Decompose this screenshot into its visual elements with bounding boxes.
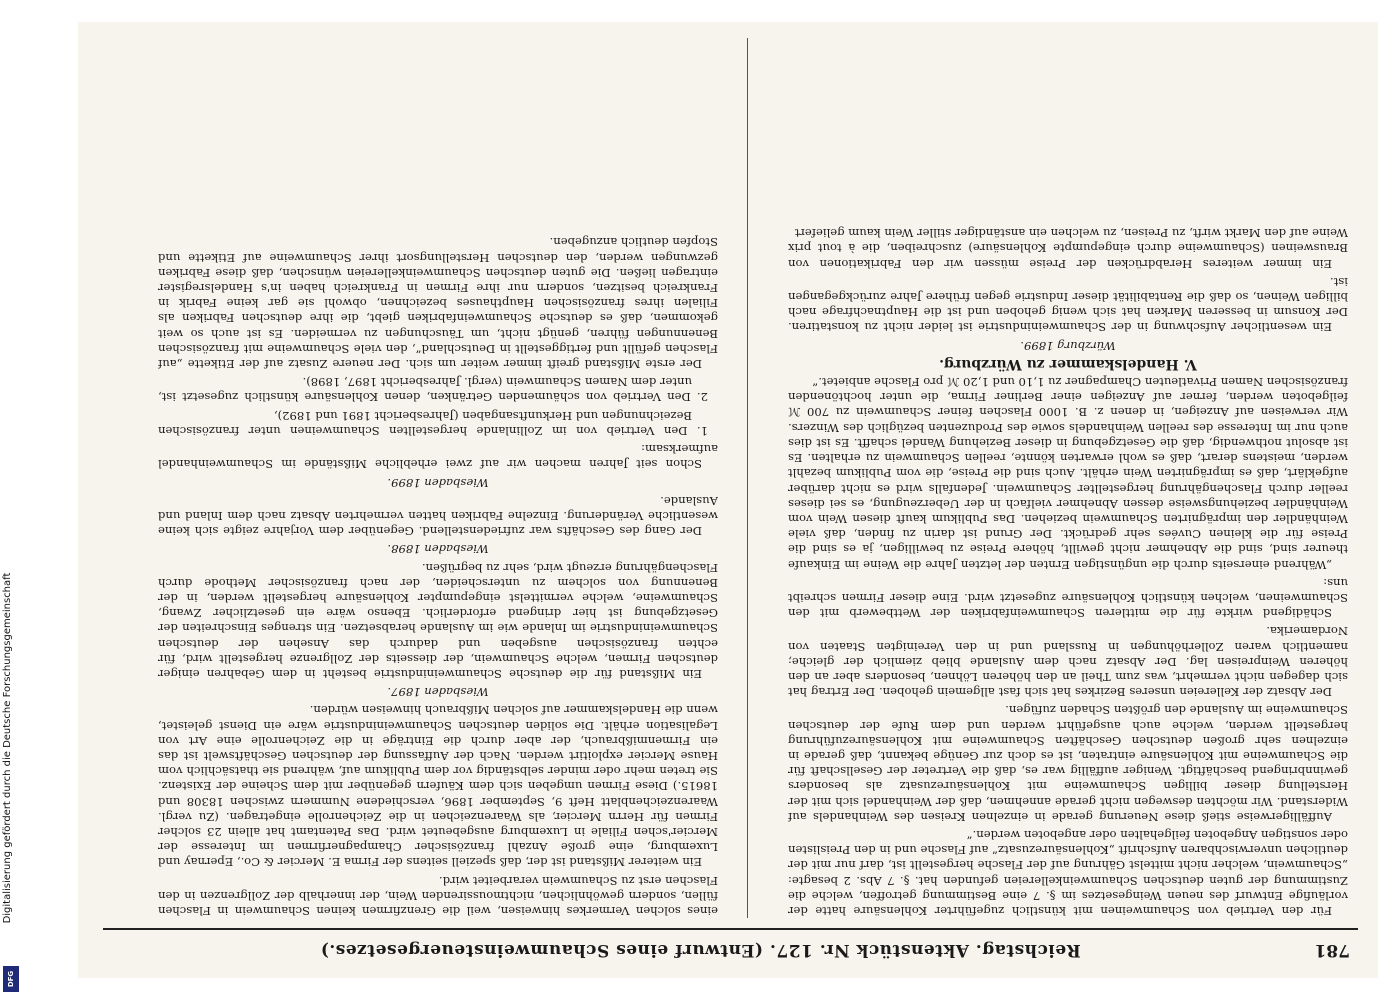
- right-column: [158, 38, 718, 918]
- paragraph: „Während einerseits durch die ungünstigen Ernten der letzten Jahre die Weine im Einkaufe theurer sind, sind die Abnehmer nicht gewillt, höhere Preise zu bewilligen, ja es sind die Preise für die kleinen Cuvées sehr gedrückt. Der Grund ist darin zu finden, daß viele Weinhändler den imprägnirten Schaumwein beziehen. Das Publikum kauft diesen Wein vom Weinhändler beziehungsweise dessen Abnehmer vielfach in der Ueberzeugung, es sei dieses reeller durch Flaschengährung hergestellter Schaumwein. Jedenfalls wird es nicht darüber aufgeklärt, daß es imprägnirten Wein erhält. Auch sind die Preise, die vom Publikum bezahlt werden, meistens derart, daß es wohl erwarten könnte, reellen Schaumwein zu erhalten. Es ist absolut nothwendig, daß die Gesetzgebung in dieser Beziehung Wandel schafft. Es ist dies auch nur im Interesse des reellen Weinhandels sowie des Produzenten bezüglich des Winzers. Wir verweisen auf Anzeigen, in denen z. B. 1000 Flaschen feiner Schaumwein zu 700 ℳ feilgeboten werden, ferner auf Anzeigen einer Berliner Firma, die unter hochtönenden französischen Namen Privatleuten Champagner zu 1,10 und 1,20 ℳ pro Flasche anbietet.“: [788, 375, 1348, 572]
- place-date: Würzburg 1899.: [1020, 338, 1116, 353]
- section-heading: V. Handelskammer zu Würzburg.: [939, 355, 1197, 372]
- paragraph: Der Gang des Geschäfts war zufriedenstellend. Gegenüber dem Vorjahre zeigte sich keine wesentliche Veränderung. Einzelne Fabriken hatten vermehrten Absatz nach dem Inland und Auslande.: [158, 493, 718, 539]
- page-number: 781: [1314, 940, 1350, 960]
- paragraph: Ein weiterer Mißstand ist der, daß speziell seitens der Firma E. Mercier & Co., Epernay und Luxemburg, eine große Anzahl französischer Champagnerfirmen im Interesse der Mercier'schen Filiale in Luxemburg ausgebeutet wird. Das Patentamt hat allein 23 solcher Firmen für Herrn Mercier, als Waarenzeichen in die Zeichenrolle eingetragen. (Zu vergl. Waarenzeichenblatt Heft 9, September 1896, verschiedene Nummern zwischen 18308 und 18615.) Diese Firmen umgeben sich dem Käufern gegenüber mit dem Scheine der Existenz. Sie treten mehr oder minder selbständig vor dem Publikum auf, während sie thatsächlich vom Hause Mercier exploitirt werden. Nach der Auffassung der deutschen Geschäftswelt ist das ein Firmenmißbrauch, der aber durch die Einträge in die Zeichenrolle eine Art von Legalisation erhält. Die soliden deutschen Schaumweinindustrie wäre ein Dienst geleistet, wenn die Handelskammer auf solchen Mißbrauch hinweisen würden.: [158, 703, 718, 870]
- page-title: [111, 940, 1290, 960]
- paragraph: Ein wesentlicher Aufschwung in der Schaumweinindustrie ist leider nicht zu konstatiren. Der Konsum in besseren Marken hat sich wenig gehoben und ist die Hauptnachfrage nach billigen Weinen, so daß die Rentabilität dieser Industrie gegen frühere Jahre zurückgegangen ist.: [788, 274, 1348, 335]
- column-divider: [747, 38, 748, 918]
- side-strip: [0, 0, 22, 1000]
- paragraph: Der Absatz der Kellereien unseres Bezirkes hat sich fast allgemein gehoben. Der Ertrag hat sich dagegen nicht vermehrt, was zum Theil an den höheren Löhnen, besonders aber an den höheren Weinpreisen lag. Der Absatz nach dem Auslande blieb ziemlich der gleiche; namentlich waren Zollerhöhungen in Russland und in den Vereinigten Staaten von Nordamerika.: [788, 624, 1348, 700]
- scanned-page: [78, 22, 1378, 978]
- paragraph: Schon seit Jahren machen wir auf zwei erhebliche Mißstände im Schaumweinhandel aufmerksam:: [158, 442, 718, 472]
- digitization-note: Digitalisierung gefördert durch die Deutsche Forschungsgemeinschaft: [2, 572, 13, 924]
- paragraph: Ein immer weiteres Herabdrücken der Preise müssen wir den Fabrikationen von Brausweinen (Schaumweine durch eingepumpte Kohlensäure) zuschreiben, die à tout prix Weine auf den Markt wirft, zu Preisen, zu welchen ein anständiger stiller Wein kaum geliefert: [788, 226, 1348, 271]
- left-column: [788, 38, 1348, 918]
- list-item: 1. Den Vertrieb von im Zollinlande hergestellten Schaumweinen unter französischen Bezeichnungen und Herkunftsangaben (Jahresbericht 1891 und 1892),: [158, 408, 708, 438]
- paragraph: Schädigend wirkte für die mittleren Schaumweinfabriken der Wettbewerb mit den Schaumweinen, welchen künstlich Kohlensäure zugesetzt wird. Eine dieser Firmen schreibt uns:: [788, 575, 1348, 621]
- paragraph: Für den Vertrieb von Schaumweinen mit künstlich zugeführter Kohlensäure hatte der vorläufige Entwurf des neuen Weingesetzes im §. 7 eine Bestimmung getroffen, welche die Zustimmung der guten deutschen Schaumweinkellereien gefunden hat. §. 7 Abs. 2 besagte: „Schaumwein, welcher nicht mittelst Gährung auf der Flasche hergestellt ist, darf nur mit der deutlichen unverwischbaren Aufschrift „Kohlensäurezusatz“ auf Flasche und in den Preislisten oder sonstigen Angeboten feilgehalten oder angeboten werden.“: [788, 827, 1348, 918]
- place-date: Wiesbaden 1898.: [387, 542, 489, 557]
- place-date: Wiesbaden 1899.: [387, 475, 489, 490]
- dfg-logo: [3, 966, 19, 992]
- paragraph: Ein Mißstand für die deutsche Schaumweinindustrie besteht in dem Gebahren einiger deutschen Firmen, welche Schaumwein, der diesseits der Zollgrenze hergestellt wird, für echten französischen ausgeben und dadurch das Ansehen der deutschen Schaumweinindustrie im Inlande wie im Auslande herabsetzen. Ein strenges Einschreiten der Gesetzgebung ist hier dringend erforderlich. Ebenso wäre ein gesetzlicher Zwang, Schaumweine, welche vermittelst eingepumpter Kohlensäure hergestellt werden, in der Benennung von solchem zu unterscheiden, der nach französischer Methode durch Flaschengährung erzeugt wird, sehr zu begrüßen.: [158, 560, 718, 681]
- rotated-content: [78, 22, 1378, 978]
- header-title: Reichstag. Aktenstück Nr. 127.: [769, 940, 1081, 960]
- place-date: Wiesbaden 1897.: [387, 685, 489, 700]
- list-item: 2. Den Vertrieb von schäumenden Getränken, denen Kohlensäure künstlich zugesetzt ist, unter dem Namen Schaumwein (vergl. Jahresbericht 1897, 1898).: [158, 375, 708, 405]
- paragraph: eines solchen Vermerkes hinweisen, weil die Grenzfirmen keinen Schaumwein in Flaschen füllen, sondern gewöhnlichen, nichtmoussirenden Wein, der innerhalb der Zollgrenzen in den Flaschen erst zu Schaumwein verarbeitet wird.: [158, 873, 718, 918]
- header-subtitle: (Entwurf eines Schaumweinsteuergesetzes.): [320, 940, 764, 960]
- page-header: [103, 928, 1358, 970]
- paragraph: Der erste Mißstand greift immer weiter um sich. Der neuere Zusatz auf der Etikette „auf Flaschen gefüllt und fertiggestellt in Deutschland“, den viele Schaumweine mit französischen Benennungen führen, genügt nicht, um Täuschungen zu vermeiden. Es ist auch so weit gekommen, daß es deutsche Schaumweinfabriken giebt, die ihre deutschen Fabriken als Filialen ihres französischen Haupthauses bezeichnen, obwohl sie gar keine Fabrik in Frankreich besitzen, sondern nur ihre Firmen in Frankreich haben in's Handelsregister eintragen ließen. Die guten deutschen Schaumweinkellereien wünschen, daß diese Fabriken gezwungen werden, den deutschen Herstellungsort ihrer Schaumweine auf Etikette und Stopfen deutlich anzugeben.: [158, 235, 718, 372]
- paragraph: Auffälligerweise stieß diese Neuerung gerade in einzelnen Kreisen des Weinhandels auf Widerstand. Wir möchten deswegen nicht gerade annehmen, daß der Weinhandel sich mit der Herstellung dieser billigen Schaumweine mit Kohlensäurezusatz als besonders gewinnbringend beschäftigt. Weniger auffällig war es, daß die Vertreter der Gesellschaft für die Schaumweine mit Kohlensäure eintraten, ist es doch zur Genüge bekannt, daß gerade in einzelnen sehr großen deutschen Geschäften Schaumweine mit Kohlensäurezuführung hergestellt werden, welche auch ausgeführt werden und dem Rufe der deutschen Schaumweine im Auslande den größten Schaden zufügen.: [788, 703, 1348, 824]
- dfg-logo-text: DFG: [7, 970, 15, 988]
